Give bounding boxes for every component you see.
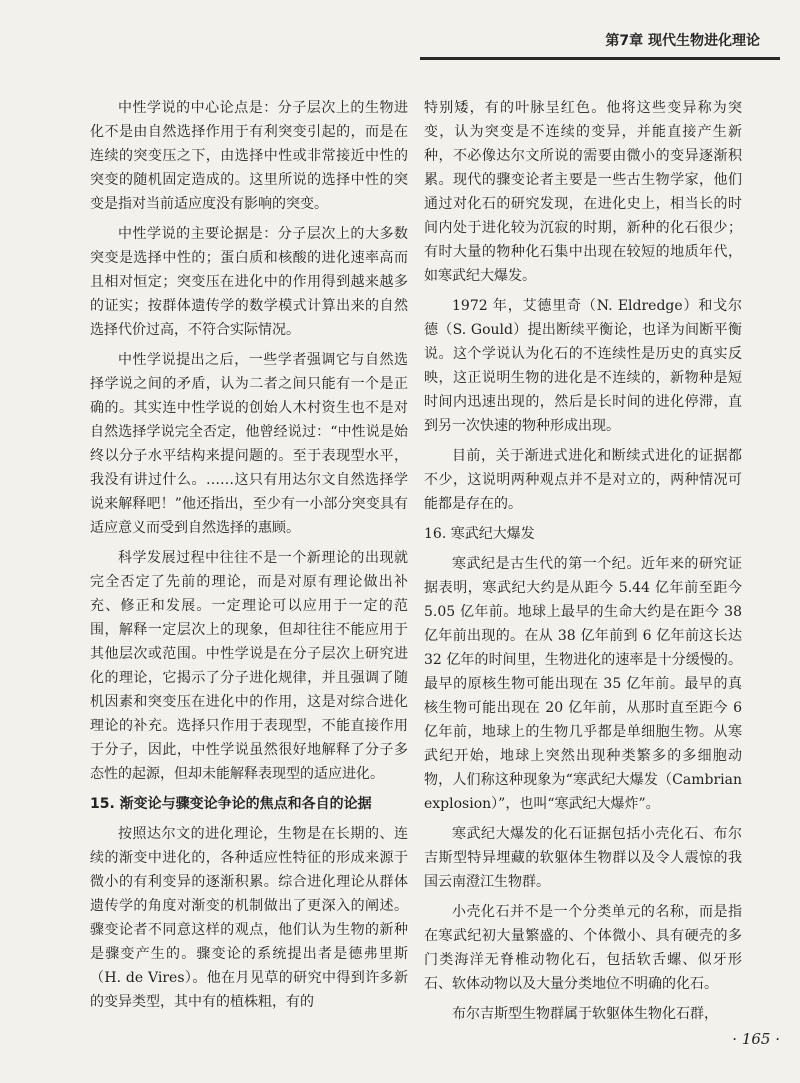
paragraph: 中性学说的主要论据是：分子层次上的大多数突变是选择中性的；蛋白质和核酸的进化速率高而且相对恒定；突变压在进化中的作用得到越来越多的证实；按群体遗传学的数学模式计算出来的自然选择代价过高，不符合实际情况。 xyxy=(90,226,408,338)
paragraph: 寒武纪是古生代的第一个纪。近年来的研究证据表明，寒武纪大约是从距今 5.44 亿年前至距今 5.05 亿年前。地球上最早的生命大约是在距今 38 亿年前出现的。在从 38 亿年前到 6 亿年前这长达 32 亿年的时间里，生物进化的速率是十分缓慢的。最早的原核生物可能出现在 35 亿年前。最早的真核生物可能出现在 20 亿年前，从那时直至距今 6 亿年前，地球上的生物几乎都是单细胞生物。从寒武纪开始，地球上突然出现种类繁多的多细胞动物，人们称这种现象为“寒武纪大爆发（Cambrian explosion）”，也叫“寒武纪大爆炸”。 xyxy=(424,556,742,812)
paragraph: 小壳化石并不是一个分类单元的名称，而是指在寒武纪初大量繁盛的、个体微小、具有硬壳的多门类海洋无脊椎动物化石，包括软舌螺、似牙形石、软体动物以及大量分类地位不明确的化石。 xyxy=(424,904,742,992)
page-number: · 165 · xyxy=(732,1030,780,1048)
paragraph: 布尔吉斯型生物群属于软躯体生物化石群， xyxy=(452,1006,718,1022)
section-heading: 16. 寒武纪大爆发 xyxy=(424,526,535,542)
left-column xyxy=(90,96,408,1020)
paragraph: 中性学说提出之后，一些学者强调它与自然选择学说之间的矛盾，认为二者之间只能有一个是正确的。其实连中性学说的创始人木村资生也不是对自然选择学说完全否定，他曾经说过：“中性说是始终以分子水平结构来提问题的。至于表现型水平，我没有讲过什么。……这只有用达尔文自然选择学说来解释吧！”他还指出，至少有一小部分突变具有适应意义而受到自然选择的惠顾。 xyxy=(90,352,408,536)
paragraph: 特别矮，有的叶脉呈红色。他将这些变异称为突变，认为突变是不连续的变异，并能直接产生新种，不必像达尔文所说的需要由微小的变异逐渐积累。现代的骤变论者主要是一些古生物学家，他们通过对化石的研究发现，在进化史上，相当长的时间内处于进化较为沉寂的时期，新种的化石很少；有时大量的物种化石集中出现在较短的地质年代，如寒武纪大爆发。 xyxy=(424,100,742,284)
right-column xyxy=(424,96,742,1032)
header-rule xyxy=(420,57,780,60)
paragraph: 中性学说的中心论点是：分子层次上的生物进化不是由自然选择作用于有利突变引起的，而是在连续的突变压之下，由选择中性或非常接近中性的突变的随机固定造成的。这里所说的选择中性的突变是指对当前适应度没有影响的突变。 xyxy=(90,100,408,212)
paragraph: 按照达尔文的进化理论，生物是在长期的、连续的渐变中进化的，各种适应性特征的形成来源于微小的有利变异的逐渐积累。综合进化理论从群体遗传学的角度对渐变的机制做出了更深入的阐述。骤变论者不同意这样的观点，他们认为生物的新种是骤变产生的。骤变论的系统提出者是德弗里斯（H. de Vires）。他在月见草的研究中得到许多新的变异类型，其中有的植株粗，有的 xyxy=(90,826,408,1010)
paragraph: 寒武纪大爆发的化石证据包括小壳化石、布尔吉斯型特异埋藏的软躯体生物群以及令人震惊的我国云南澄江生物群。 xyxy=(424,826,742,890)
paragraph: 科学发展过程中往往不是一个新理论的出现就完全否定了先前的理论，而是对原有理论做出补充、修正和发展。一定理论可以应用于一定的范围，解释一定层次上的现象，但却往往不能应用于其他层次或范围。中性学说是在分子层次上研究进化的理论，它揭示了分子进化规律，并且强调了随机因素和突变压在进化中的作用，这是对综合进化理论的补充。选择只作用于表现型，不能直接作用于分子，因此，中性学说虽然很好地解释了分子多态性的起源，但却未能解释表现型的适应进化。 xyxy=(90,550,408,782)
paragraph: 目前，关于渐进式进化和断续式进化的证据都不少，这说明两种观点并不是对立的，两种情况可能都是存在的。 xyxy=(424,448,742,512)
chapter-header: 第7章 现代生物进化理论 xyxy=(605,33,760,49)
section-heading: 15. 渐变论与骤变论争论的焦点和各自的论据 xyxy=(90,796,372,812)
paragraph: 1972 年，艾德里奇（N. Eldredge）和戈尔德（S. Gould）提出断续平衡论，也译为间断平衡说。这个学说认为化石的不连续性是历史的真实反映，这正说明生物的进化是不连续的，新物种是短时间内迅速出现的，然后是长时间的进化停滞，直到另一次快速的物种形成出现。 xyxy=(424,298,742,434)
